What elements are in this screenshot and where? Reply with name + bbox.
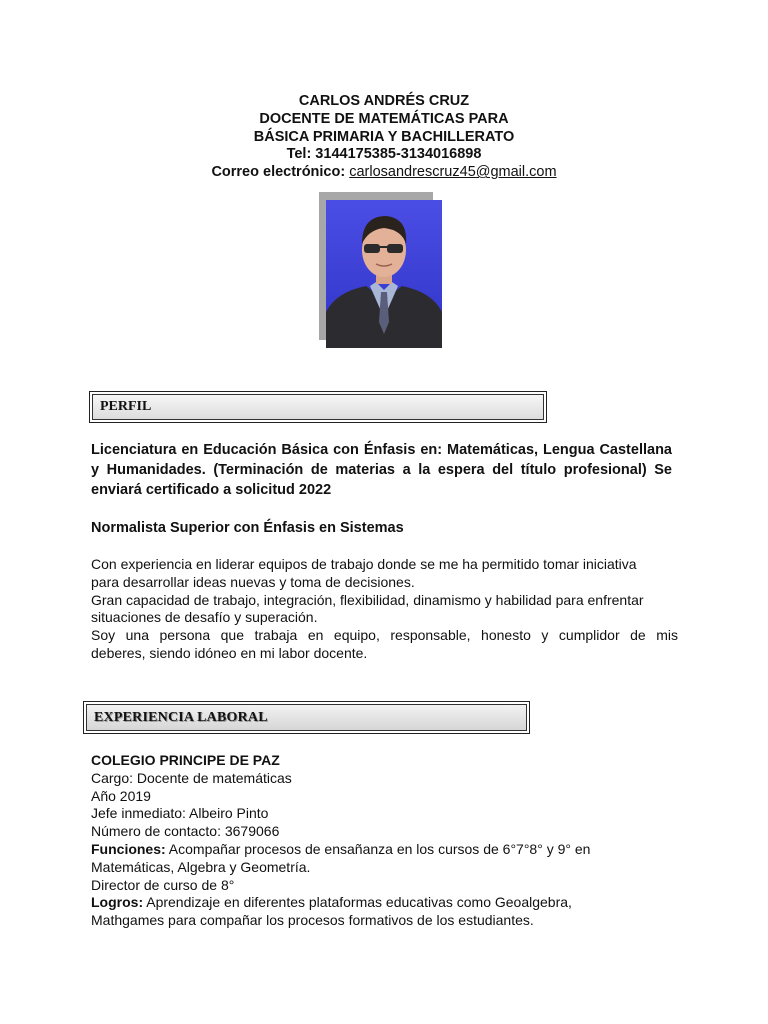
profile-photo (326, 200, 442, 348)
normalista-text: Normalista Superior con Énfasis en Sistemas (91, 520, 404, 536)
logros-line1: Aprendizaje en diferentes plataformas educativas como Geoalgebra, (143, 894, 572, 911)
logros-line2: Mathgames para compañar los procesos formativos de los estudiantes. (91, 912, 534, 929)
section-header-perfil-fill (92, 394, 544, 420)
section-header-perfil (89, 391, 547, 423)
section-title-perfil: PERFIL (100, 399, 152, 414)
job-jefe: Jefe inmediato: Albeiro Pinto (91, 805, 269, 822)
profile-p2-line2: situaciones de desafío y superación. (91, 609, 318, 626)
email-label: Correo electrónico: (211, 164, 346, 181)
funciones-line2: Matemáticas, Algebra y Geometría. (91, 858, 311, 875)
logros-label: Logros: (91, 894, 144, 911)
job-cargo: Cargo: Docente de matemáticas (91, 769, 292, 786)
section-title-experiencia: EXPERIENCIA LABORAL (94, 710, 268, 725)
profile-p2-line1: Gran capacidad de trabajo, integración, flexibilidad, dinamismo y habilidad para enfrentar (91, 591, 644, 608)
job-director: Director de curso de 8° (91, 876, 235, 893)
profile-p1-line1: Con experiencia en liderar equipos de trabajo donde se me ha permitido tomar iniciativa (91, 556, 637, 572)
job-title-line2: BÁSICA PRIMARIA Y BACHILLERATO (253, 128, 515, 145)
job-year: Año 2019 (91, 787, 151, 804)
job-entry (91, 752, 691, 930)
profile-p1-line2: para desarrollar ideas nuevas y toma de decisiones. (91, 573, 415, 590)
email-link[interactable]: carlosandrescruz45@gmail.com (349, 164, 557, 181)
funciones-label: Funciones: (91, 840, 166, 857)
licenciatura-text: Licenciatura en Educación Básica con Énfasis en: Matemáticas, Lengua Castellana y Humanidades. (Terminación de materias a la espera del título profesional) Se enviará certificado a solicitud 2022 (91, 442, 672, 498)
job-logros (91, 894, 691, 912)
email-row (0, 164, 768, 182)
profile-p3-line1: Soy una persona que trabaja en equipo, responsable, honesto y cumplidor de mis (91, 627, 678, 644)
job-contacto: Número de contacto: 3679066 (91, 823, 280, 840)
job-company: COLEGIO PRINCIPE DE PAZ (91, 752, 280, 768)
phone-number: Tel: 3144175385-3134016898 (286, 146, 482, 163)
candidate-name: CARLOS ANDRÉS CRUZ (298, 93, 470, 109)
job-title-line1: DOCENTE DE MATEMÁTICAS PARA (259, 110, 509, 127)
profile-p3-line2: deberes, siendo idóneo en mi labor docente. (91, 644, 368, 661)
job-funciones (91, 841, 691, 859)
cv-header (0, 93, 768, 182)
funciones-line1: Acompañar procesos de ensañanza en los cursos de 6°7°8° y 9° en (165, 840, 591, 857)
profile-description (91, 556, 678, 663)
section-header-experiencia (83, 701, 530, 734)
